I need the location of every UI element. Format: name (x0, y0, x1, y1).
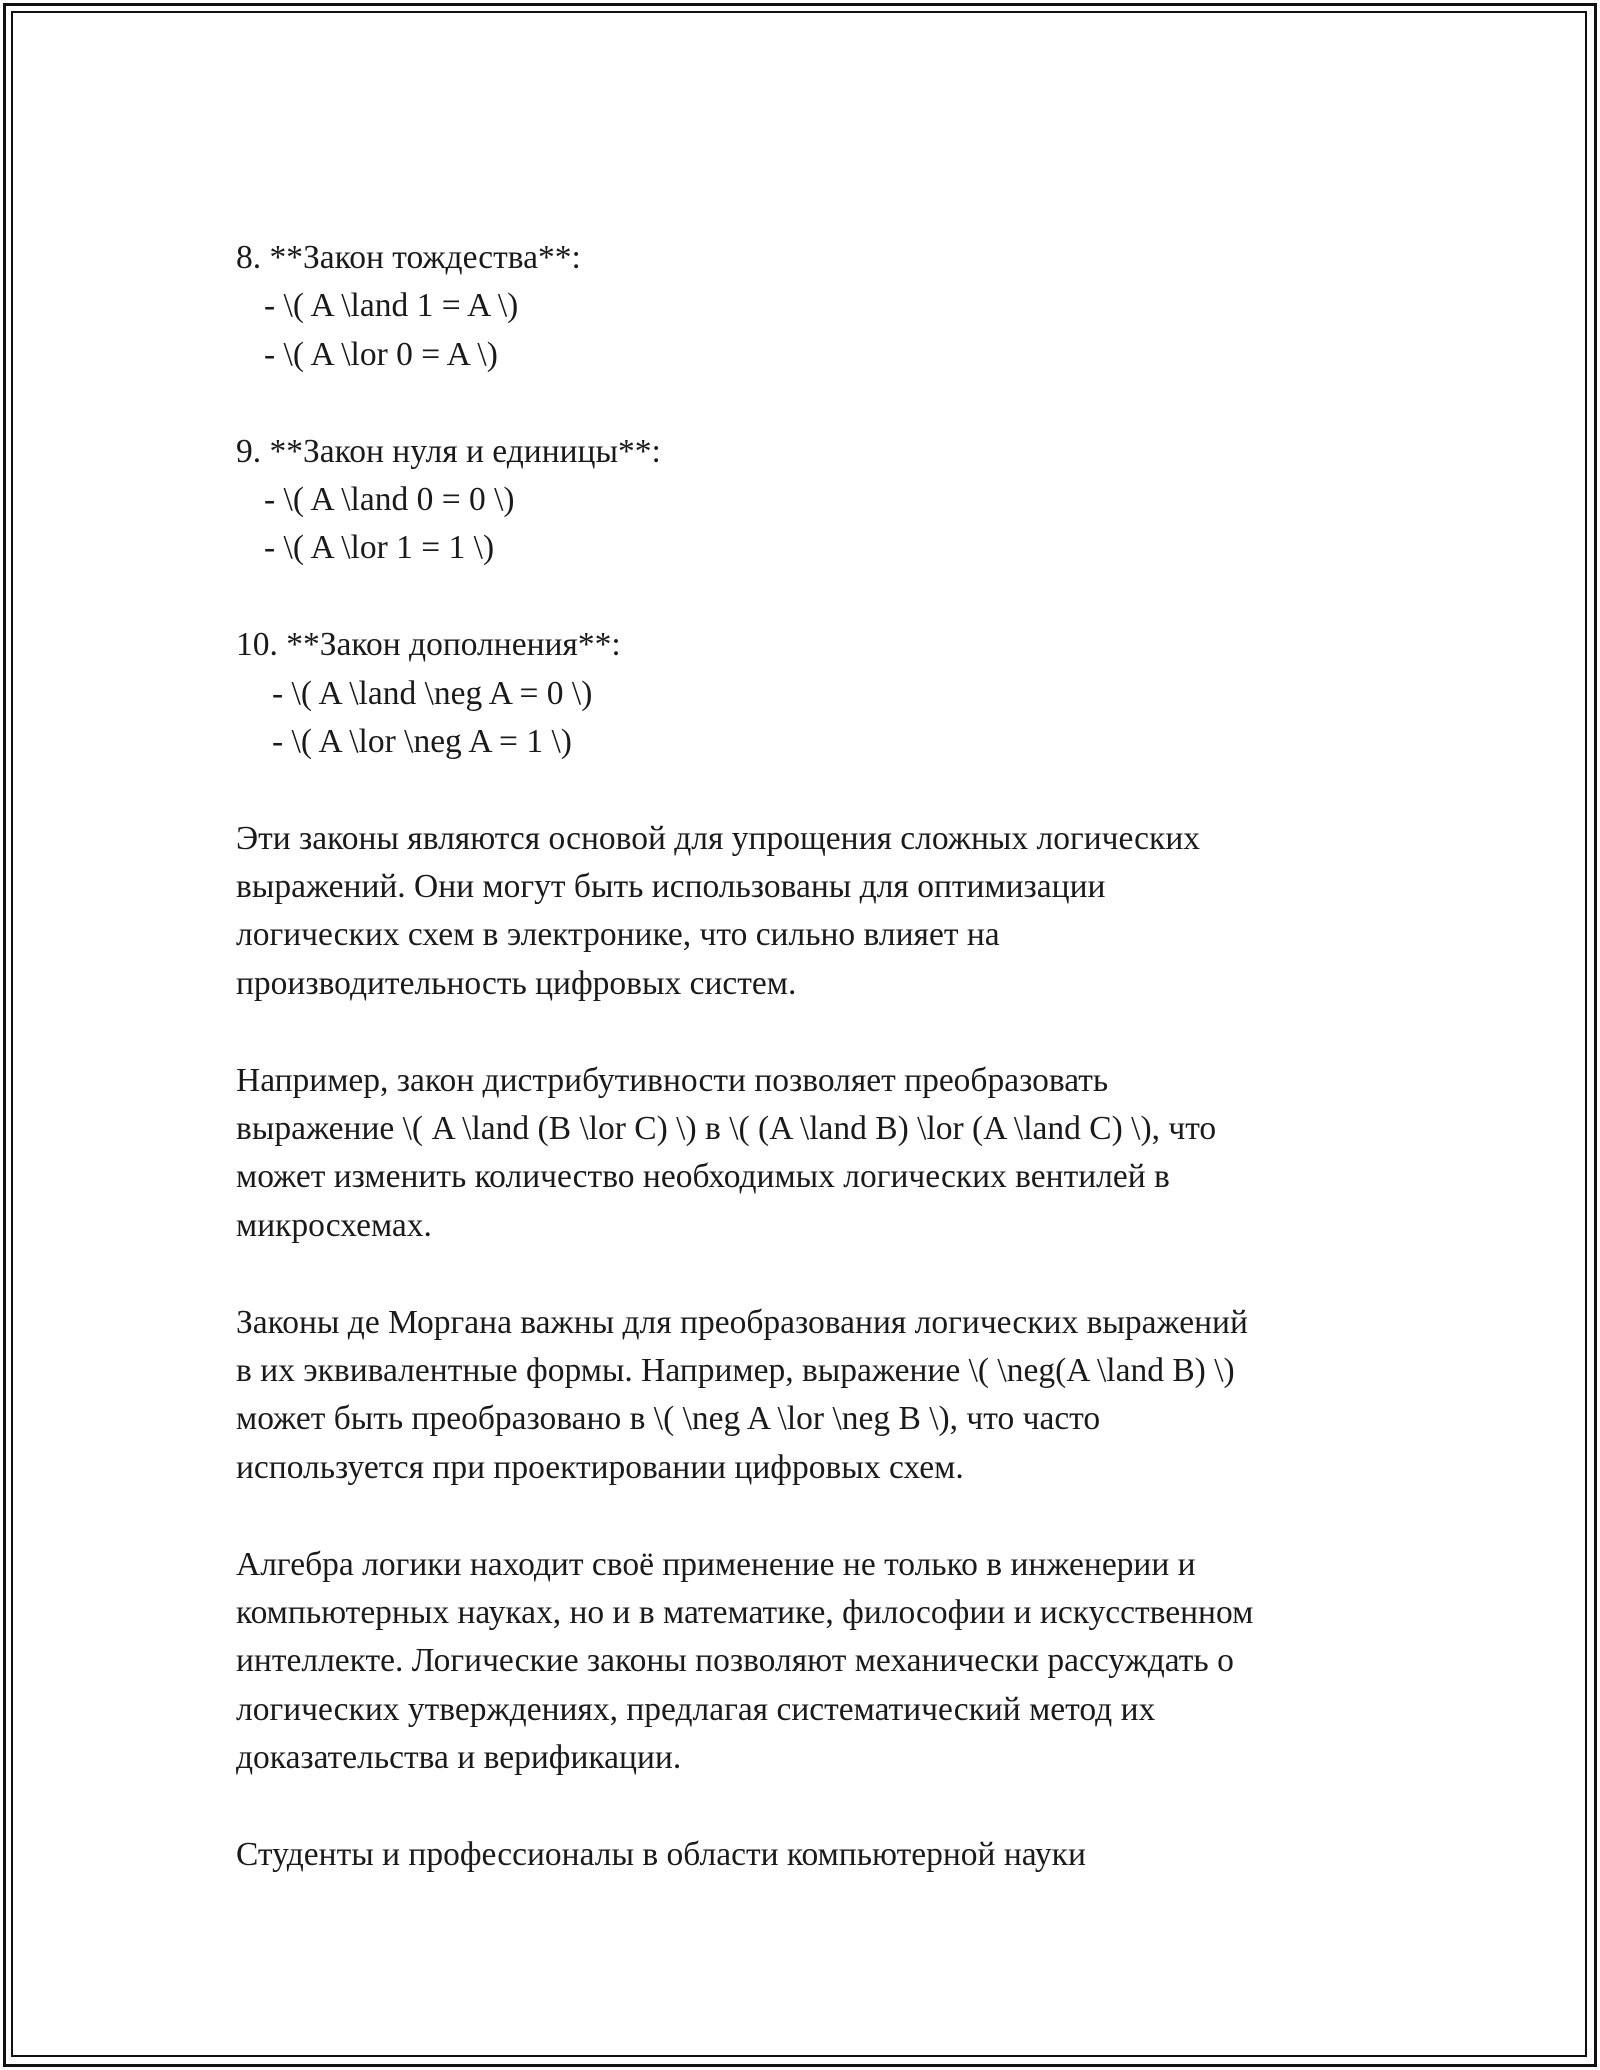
law-section-null-unit (236, 428, 1396, 573)
paragraph-line: Студенты и профессионалы в области компьютерной науки (236, 1835, 1086, 1873)
paragraph-de-morgan (236, 1299, 1396, 1493)
spacer (236, 1783, 1396, 1831)
paragraph-laws-basis (236, 815, 1396, 1009)
paragraph-line: Эти законы являются основой для упрощения сложных логических (236, 819, 1201, 857)
law-section-identity (236, 234, 1396, 379)
paragraph-line: производительность цифровых систем. (236, 964, 797, 1002)
spacer (236, 1250, 1396, 1298)
formula-line: - \( A \lor 0 = A \) (264, 335, 498, 373)
section-heading: 9. **Закон нуля и единицы**: (236, 432, 661, 470)
paragraph-line: логических схем в электронике, что сильно влияет на (236, 916, 1000, 954)
paragraph-line: Например, закон дистрибутивности позволяет преобразовать (236, 1061, 1109, 1099)
paragraph-line: в их эквивалентные формы. Например, выражение \( \neg(A \land B) \) (236, 1351, 1235, 1389)
paragraph-applications (236, 1541, 1396, 1783)
spacer (236, 573, 1396, 621)
paragraph-line: может изменить количество необходимых логических вентилей в (236, 1158, 1170, 1196)
paragraph-distributivity (236, 1057, 1396, 1251)
spacer (236, 766, 1396, 814)
paragraph-line: компьютерных науках, но и в математике, философии и искусственном (236, 1593, 1254, 1631)
paragraph-line: используется при проектировании цифровых схем. (236, 1448, 964, 1486)
law-section-complement (236, 621, 1396, 766)
spacer (236, 1008, 1396, 1056)
paragraph-line: может быть преобразовано в \( \neg A \lor \neg B \), что часто (236, 1400, 1101, 1438)
paragraph-line: логических утверждениях, предлагая систематический метод их (236, 1690, 1156, 1728)
paragraph-students (236, 1831, 1396, 1879)
formula-line: - \( A \land 1 = A \) (264, 287, 519, 325)
paragraph-line: доказательства и верификации. (236, 1739, 682, 1777)
spacer (236, 1492, 1396, 1540)
paragraph-line: выражений. Они могут быть использованы для оптимизации (236, 868, 1106, 906)
paragraph-line: выражение \( A \land (B \lor C) \) в \( (A \land B) \lor (A \land C) \), что (236, 1110, 1217, 1148)
formula-line: - \( A \lor 1 = 1 \) (264, 529, 495, 567)
paragraph-line: Законы де Моргана важны для преобразования логических выражений (236, 1303, 1248, 1341)
paragraph-line: микросхемах. (236, 1206, 432, 1244)
paragraph-line: Алгебра логики находит своё применение не только в инженерии и (236, 1545, 1196, 1583)
paragraph-line: интеллекте. Логические законы позволяют механически рассуждать о (236, 1642, 1234, 1680)
spacer (236, 379, 1396, 427)
section-heading: 10. **Закон дополнения**: (236, 626, 621, 664)
section-heading: 8. **Закон тождества**: (236, 239, 581, 276)
formula-line: - \( A \land 0 = 0 \) (264, 480, 515, 518)
formula-line: - \( A \lor \neg A = 1 \) (272, 722, 572, 760)
formula-line: - \( A \land \neg A = 0 \) (272, 674, 593, 712)
document-body (236, 234, 1396, 1879)
